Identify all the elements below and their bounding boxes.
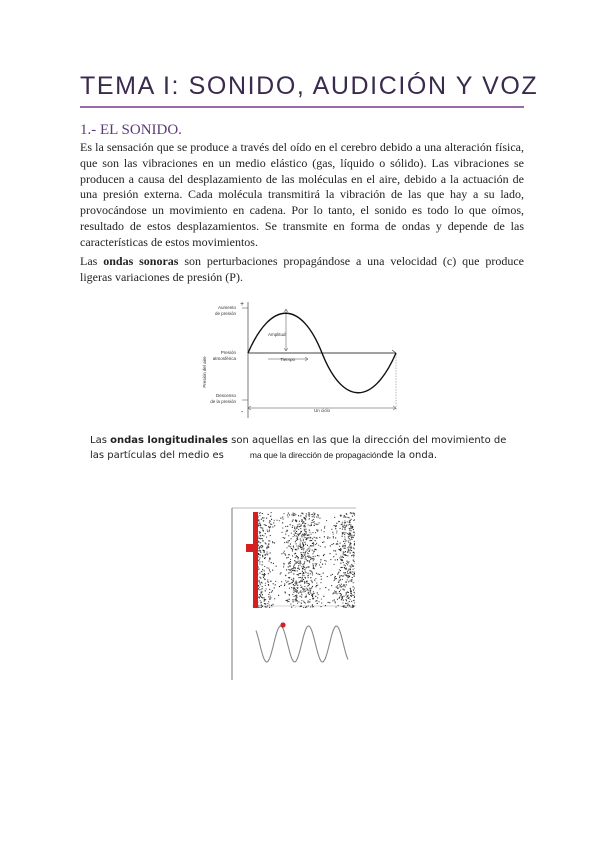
label-atmospheric-2: atmosférica xyxy=(212,356,236,361)
text-segment: Las xyxy=(80,254,104,268)
plus-sign: + xyxy=(240,301,245,308)
label-cycle: Un ciclo xyxy=(313,408,331,413)
longitudinal-wave-figure xyxy=(226,506,356,680)
particle-displacement-wave xyxy=(256,626,348,662)
label-pressure-increase-2: de presión xyxy=(214,311,236,316)
paragraph-longitudinal-waves xyxy=(90,433,520,463)
paragraph-sound-waves xyxy=(80,254,524,286)
tracked-particle xyxy=(280,622,285,627)
minus-sign: - xyxy=(241,409,244,416)
text-segment: son perturbaciones propagándose a una velocidad (c) que produce ligeras variaciones de presión (P). xyxy=(80,254,524,284)
pressure-wave-diagram xyxy=(196,298,406,420)
title-underline xyxy=(80,106,524,108)
bold-term-longitudinal: ondas longitudinales xyxy=(110,435,228,446)
diagram-axes xyxy=(242,302,396,418)
text-segment-end: de la onda. xyxy=(381,450,438,461)
overlay-text: ma que la dirección de propagación xyxy=(249,450,382,460)
bold-term-sound-waves: ondas sonoras xyxy=(103,254,179,268)
label-time: Tiempo xyxy=(280,357,295,362)
paragraph-sound-definition: Es la sensación que se produce a través del oído en el cerebro debido a una alteración física, que son las vibraciones en un medio elástico (gas, líquido o sólido). Las vibraciones se producen a causa del desplazamiento de las moléculas en el aire, debido a la actuación de una presión externa. Cada molécula transmitirá la vibración de las que hay a su lado, provocándose un movimiento en cadena. Por lo tanto, el sonido es todo lo que oímos, resultado de estos desplazamientos. Se transmite en forma de ondas y depende de las características de estos movimientos. xyxy=(80,140,524,249)
text-segment: Las xyxy=(90,435,111,446)
label-atmospheric-1: Presión xyxy=(220,350,236,355)
label-pressure-decrease-1: Descenso xyxy=(215,393,236,398)
label-pressure-increase-1: Aumento xyxy=(217,305,236,310)
label-amplitude: Amplitud xyxy=(268,332,286,337)
section-heading: 1.- EL SONIDO. xyxy=(80,122,182,138)
text-segment: son aquellas en las que la dirección del movimiento de las partículas del medio es xyxy=(90,435,507,461)
y-axis-label: Presión del aire xyxy=(202,356,207,388)
label-pressure-decrease-2: de la presión xyxy=(210,399,236,404)
piston-handle xyxy=(246,544,253,552)
piston-bar xyxy=(253,512,258,608)
piston-and-wave xyxy=(226,506,356,680)
page-title: TEMA I: SONIDO, AUDICIÓN Y VOZ xyxy=(80,72,539,100)
